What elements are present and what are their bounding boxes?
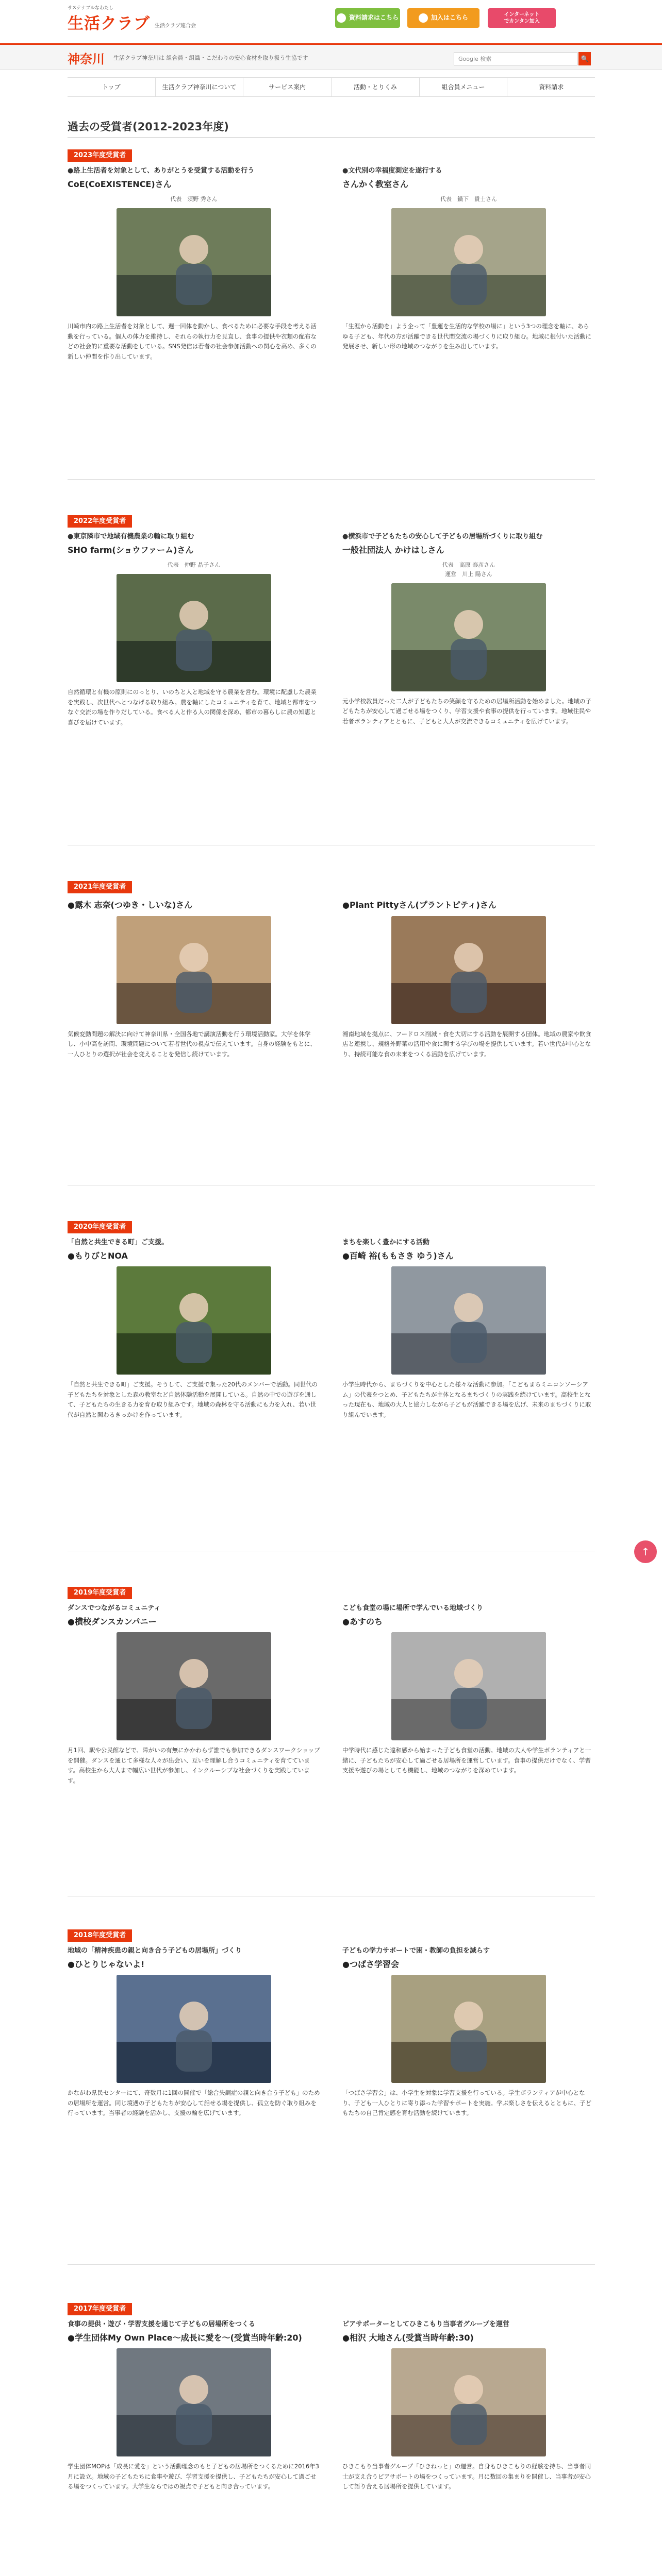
photo-image (117, 1266, 271, 1375)
award-photo (117, 208, 271, 316)
award-description: ひきこもり当事者グループ「ひきねっと」の運営。自身もひきこもりの経験を持ち、当事者同士が支え合うピアサポートの場をつくっています。月に数回の集まりを開催し、当事者が安心して語り合える居場所を提供しています。 (342, 2463, 591, 2490)
award-photo (391, 583, 546, 691)
main-nav (68, 77, 595, 97)
award-recipient: ●ひとりじゃないよ! (68, 1959, 145, 1969)
photo-image (117, 2348, 271, 2456)
award-recipient: SHO farm(ショウファーム)さん (68, 545, 194, 555)
photo-image (391, 916, 546, 1024)
year-badge: 2018年度受賞者 (68, 1929, 132, 1942)
year-badge: 2023年度受賞者 (68, 149, 132, 162)
nav-item-about[interactable]: 生活クラブ神奈川について (156, 78, 244, 96)
award-activity: こども食堂の場に場所で学んでいる地域づくり (342, 1604, 484, 1612)
award-photo (391, 1975, 546, 2083)
award-card (68, 166, 320, 362)
photo-image (391, 1632, 546, 1740)
section-divider (68, 2264, 595, 2265)
title-divider (68, 137, 595, 138)
award-activity: ●東京隣市で地域有機農業の輪に取り組む (68, 533, 194, 540)
award-photo (391, 1266, 546, 1375)
award-activity: ●横浜市で子どもたちの安心して子どもの居場所づくりに取り組む (342, 533, 543, 540)
year-badge: 2020年度受賞者 (68, 1221, 132, 1233)
photo-image (391, 1975, 546, 2083)
award-recipient: ●横校ダンスカンパニー (68, 1616, 157, 1626)
pill-label: インターネット でカンタン加入 (504, 12, 540, 24)
award-activity: 「自然と共生できる町」ご支援。 (68, 1239, 169, 1246)
award-card (68, 1238, 320, 1420)
award-representative: 代表 鍋下 貴士さん (440, 196, 497, 203)
photo-image (391, 583, 546, 691)
award-recipient: ●百崎 裕(ももさき ゆう)さん (342, 1250, 454, 1261)
award-card (68, 897, 320, 1059)
award-representative: 代表 高原 泰彦さん 運営 川上 陽さん (442, 562, 495, 578)
photo-image (117, 1975, 271, 2083)
award-card (342, 897, 595, 1059)
award-card (68, 532, 320, 727)
photo-image (117, 208, 271, 316)
award-description: 小学生時代から、まちづくりを中心とした様々な活動に参加。「こどもまちミニコンソーシアム」の代表をつとめ、子どもたちが主体となるまちづくりの実践を続けています。高校生となった現在も、地域の大人と協力しながら子どもが活躍できる場を広げ、未来のまちづくりに取り組んでいます。 (342, 1381, 591, 1419)
award-recipient: ●つばさ学習会 (342, 1959, 399, 1969)
section-divider (68, 479, 595, 480)
join-icon (419, 13, 428, 23)
award-description: 自然循環と有機の原則にのっとり、いのちと人と地域を守る農業を営む。環境に配慮した農業を実践し、次世代へとつなげる取り組み。農を軸にしたコミュニティを育て、地域と都市をつなぐ交流の場を作りだしている。食べる人と作る人の関係を深め、都市の暮らしに農の知恵と喜びを届けています。 (68, 688, 317, 726)
award-card (342, 1238, 595, 1420)
site-logo[interactable]: 生活クラブ (68, 14, 150, 33)
award-activity: 地域の「精神疾患の親と向き合う子どもの居場所」づくり (68, 1947, 242, 1955)
region-desc: 生活クラブ神奈川は 組合員・組織・こだわりの安心食材を取り扱う生協です (113, 55, 308, 61)
region-title[interactable]: 神奈川 (68, 52, 105, 66)
award-description: 湘南地域を拠点に、フードロス削減・食を大切にする活動を展開する団体。地域の農家や飲食店と連携し、規格外野菜の活用や食に関する学びの場を提供しています。若い世代が中心となり、持続可能な食の未来をつくる活動を広げています。 (342, 1030, 591, 1058)
award-card (68, 2319, 320, 2492)
award-card (342, 1946, 595, 2119)
award-recipient: CoE(CoEXISTENCE)さん (68, 179, 172, 189)
award-activity: 食事の提供・遊び・学習支援を通じて子どもの居場所をつくる (68, 2320, 256, 2328)
award-recipient: ●もりびとNOA (68, 1250, 128, 1261)
award-description: 元小学校教員だった二人が子どもたちの笑顔を守るための居場所活動を始めました。地域の子どもたちが安心して過ごせる場をつくり、学習支援や食事の提供を行っています。地域住民や若者ボランティアとともに、子どもと大人が交流できるコミュニティを広げています。 (342, 697, 591, 725)
page-title: 過去の受賞者(2012-2023年度) (68, 121, 229, 133)
award-card (342, 2319, 595, 2492)
award-activity: ●路上生活者を対象として、ありがとうを受賞する活動を行う (68, 167, 255, 175)
year-badge: 2022年度受賞者 (68, 515, 132, 528)
nav-item-request[interactable]: 資料請求 (539, 83, 564, 91)
award-photo (391, 208, 546, 316)
join-button[interactable] (407, 8, 479, 28)
tagline: サステナブルなわたし (68, 6, 114, 11)
award-photo (117, 574, 271, 682)
award-card (342, 532, 595, 726)
photo-image (391, 2348, 546, 2456)
award-photo (117, 916, 271, 1024)
nav-item-service[interactable]: サービス案内 (243, 78, 332, 96)
award-description: 中学時代に感じた違和感から始まった子ども食堂の活動。地域の大人や学生ボランティアと一緒に、子どもたちが安心して過ごせる居場所を運営しています。食事の提供だけでなく、学習支援や遊びの場としても機能し、地域のつながりを深めています。 (342, 1747, 591, 1774)
award-photo (117, 1632, 271, 1740)
award-photo (117, 2348, 271, 2456)
award-recipient: さんかく教室さん (342, 179, 409, 189)
award-representative: 代表 仲野 晶子さん (167, 562, 221, 569)
award-activity: ●文代別の幸福度測定を遂行する (342, 167, 442, 175)
nav-item-top[interactable]: トップ (68, 78, 156, 96)
nav-item-member[interactable]: 組合員メニュー (420, 78, 508, 96)
year-badge: 2021年度受賞者 (68, 881, 132, 893)
award-description: 学生団体MOPは「成長に愛を」という活動理念のもと子どもの居場所をつくるために2016年3月に設立。地域の子どもたちに食事や遊び、学習支援を提供し、子どもたちが安心して過ごせる場をつくっています。大学生ならではの視点で子どもと向き合っています。 (68, 2463, 319, 2490)
award-photo (391, 2348, 546, 2456)
award-description: 月1回、駅や公民館などで、障がいの有無にかかわらず誰でも参加できるダンスワークショップを開催。ダンスを通じて多様な人々が出会い、互いを理解し合うコミュニティを育てています。高校生から大人まで幅広い世代が参加し、インクルーシブな社会づくりを実践しています。 (68, 1747, 320, 1785)
award-recipient: ●Plant Pittyさん(プラントピティ)さん (342, 900, 496, 910)
pill-label: 加入はこちら (431, 14, 468, 22)
header (0, 0, 662, 40)
request-docs-button[interactable] (335, 8, 400, 28)
award-photo (117, 1975, 271, 2083)
photo-image (117, 1632, 271, 1740)
award-activity: 子どもの学力サポートで困・教師の負担を減らす (342, 1947, 490, 1955)
award-description: 「生涯から活動を」よう企って「豊運を生活的な学校の場に」という3つの理念を軸に、あらゆる子ども、年代の方が活躍できる世代間交流の場づくりに取り組む。地域に根付いた活動に発展させ、新しい形の地域のつながりを生み出しています。 (342, 322, 591, 350)
photo-image (391, 1266, 546, 1375)
award-representative: 代表 須野 秀さん (170, 196, 218, 203)
award-recipient: ●相沢 大地さん(受賞当時年齢:30) (342, 2332, 474, 2343)
award-recipient: ●露木 志奈(つゆき・しいな)さん (68, 900, 193, 910)
award-activity: ピアサポーターとしてひきこもり当事者グループを運営 (342, 2320, 509, 2328)
award-recipient: ●あすのち (342, 1616, 383, 1626)
award-activity: まちを楽しく豊かにする活動 (342, 1239, 430, 1246)
award-card (342, 1603, 595, 1776)
award-recipient: 一般社団法人 かけはしさん (342, 545, 444, 555)
award-description: 川崎市内の路上生活者を対象として、週一回体を動かし、食べるために必要な手段を考える活動を行っている。個人の体力を維持し、それらの執行力を見直し、食事の提供や衣類の配布などの社会的に重要な活動をしている。SNS発信は若者の社会参加活動への関心を高め、多くの新しい仲間を作り出しています。 (68, 322, 317, 360)
year-badge: 2019年度受賞者 (68, 1587, 132, 1599)
photo-image (117, 574, 271, 682)
online-join-button[interactable] (488, 8, 556, 28)
search-button[interactable]: 🔍 (578, 52, 591, 65)
award-activity: ダンスでつながるコミュニティ (68, 1604, 161, 1612)
scroll-top-button[interactable]: ↑ (634, 1540, 657, 1563)
award-card (68, 1603, 320, 1786)
award-description: 「つばさ学習会」は、小学生を対象に学習支援を行っている。学生ボランティアが中心となり、子ども一人ひとりに寄り添った学習サポートを実施。学ぶ楽しさを伝えるとともに、子どもたちの自己肯定感を育む活動を続けています。 (342, 2089, 591, 2117)
search-input[interactable]: Google 検索 (454, 52, 577, 65)
doc-icon (337, 13, 346, 23)
award-recipient: ●学生団体My Own Place〜成長に愛を〜(受賞当時年齢:20) (68, 2332, 302, 2343)
nav-item-activity[interactable]: 活動・とりくみ (332, 78, 420, 96)
year-badge: 2017年度受賞者 (68, 2303, 132, 2315)
award-photo (391, 1632, 546, 1740)
award-photo (391, 916, 546, 1024)
pill-label: 資料請求はこちら (349, 14, 399, 22)
award-photo (117, 1266, 271, 1375)
award-card (342, 166, 595, 352)
award-description: 「自然と共生できる町」ご支援。そうして、ご支援で集った20代のメンバーで活動。同世代の子どもたちを対象とした森の教室など自然体験活動を展開している。自然の中での遊びを通して、子どもたちの生きる力を育む取り組みです。地域の森林を守る活動にも力を入れ、若い世代が自然と関わるきっかけを作っています。 (68, 1381, 318, 1419)
logo-sub: 生活クラブ連合会 (155, 23, 196, 29)
award-card (68, 1946, 320, 2119)
photo-image (117, 916, 271, 1024)
photo-image (391, 208, 546, 316)
award-description: かながわ県民センターにて、奇数月に1回の開催で「総合失調症の親と向き合う子ども」のための居場所を運営。同じ境遇の子どもたちが安心して話せる場を提供し、孤立を防ぐ取り組みを行っています。当事者の経験を活かし、支援の輪を広げています。 (68, 2089, 320, 2117)
award-description: 気候変動問題の解決に向けて神奈川県・全国各地で講演活動を行う環境活動家。大学を休学し、小中高を訪問、環境問題について若者世代の視点で伝えています。自身の経験をもとに、一人ひとりの選択が社会を変えることを発信し続けています。 (68, 1030, 316, 1058)
